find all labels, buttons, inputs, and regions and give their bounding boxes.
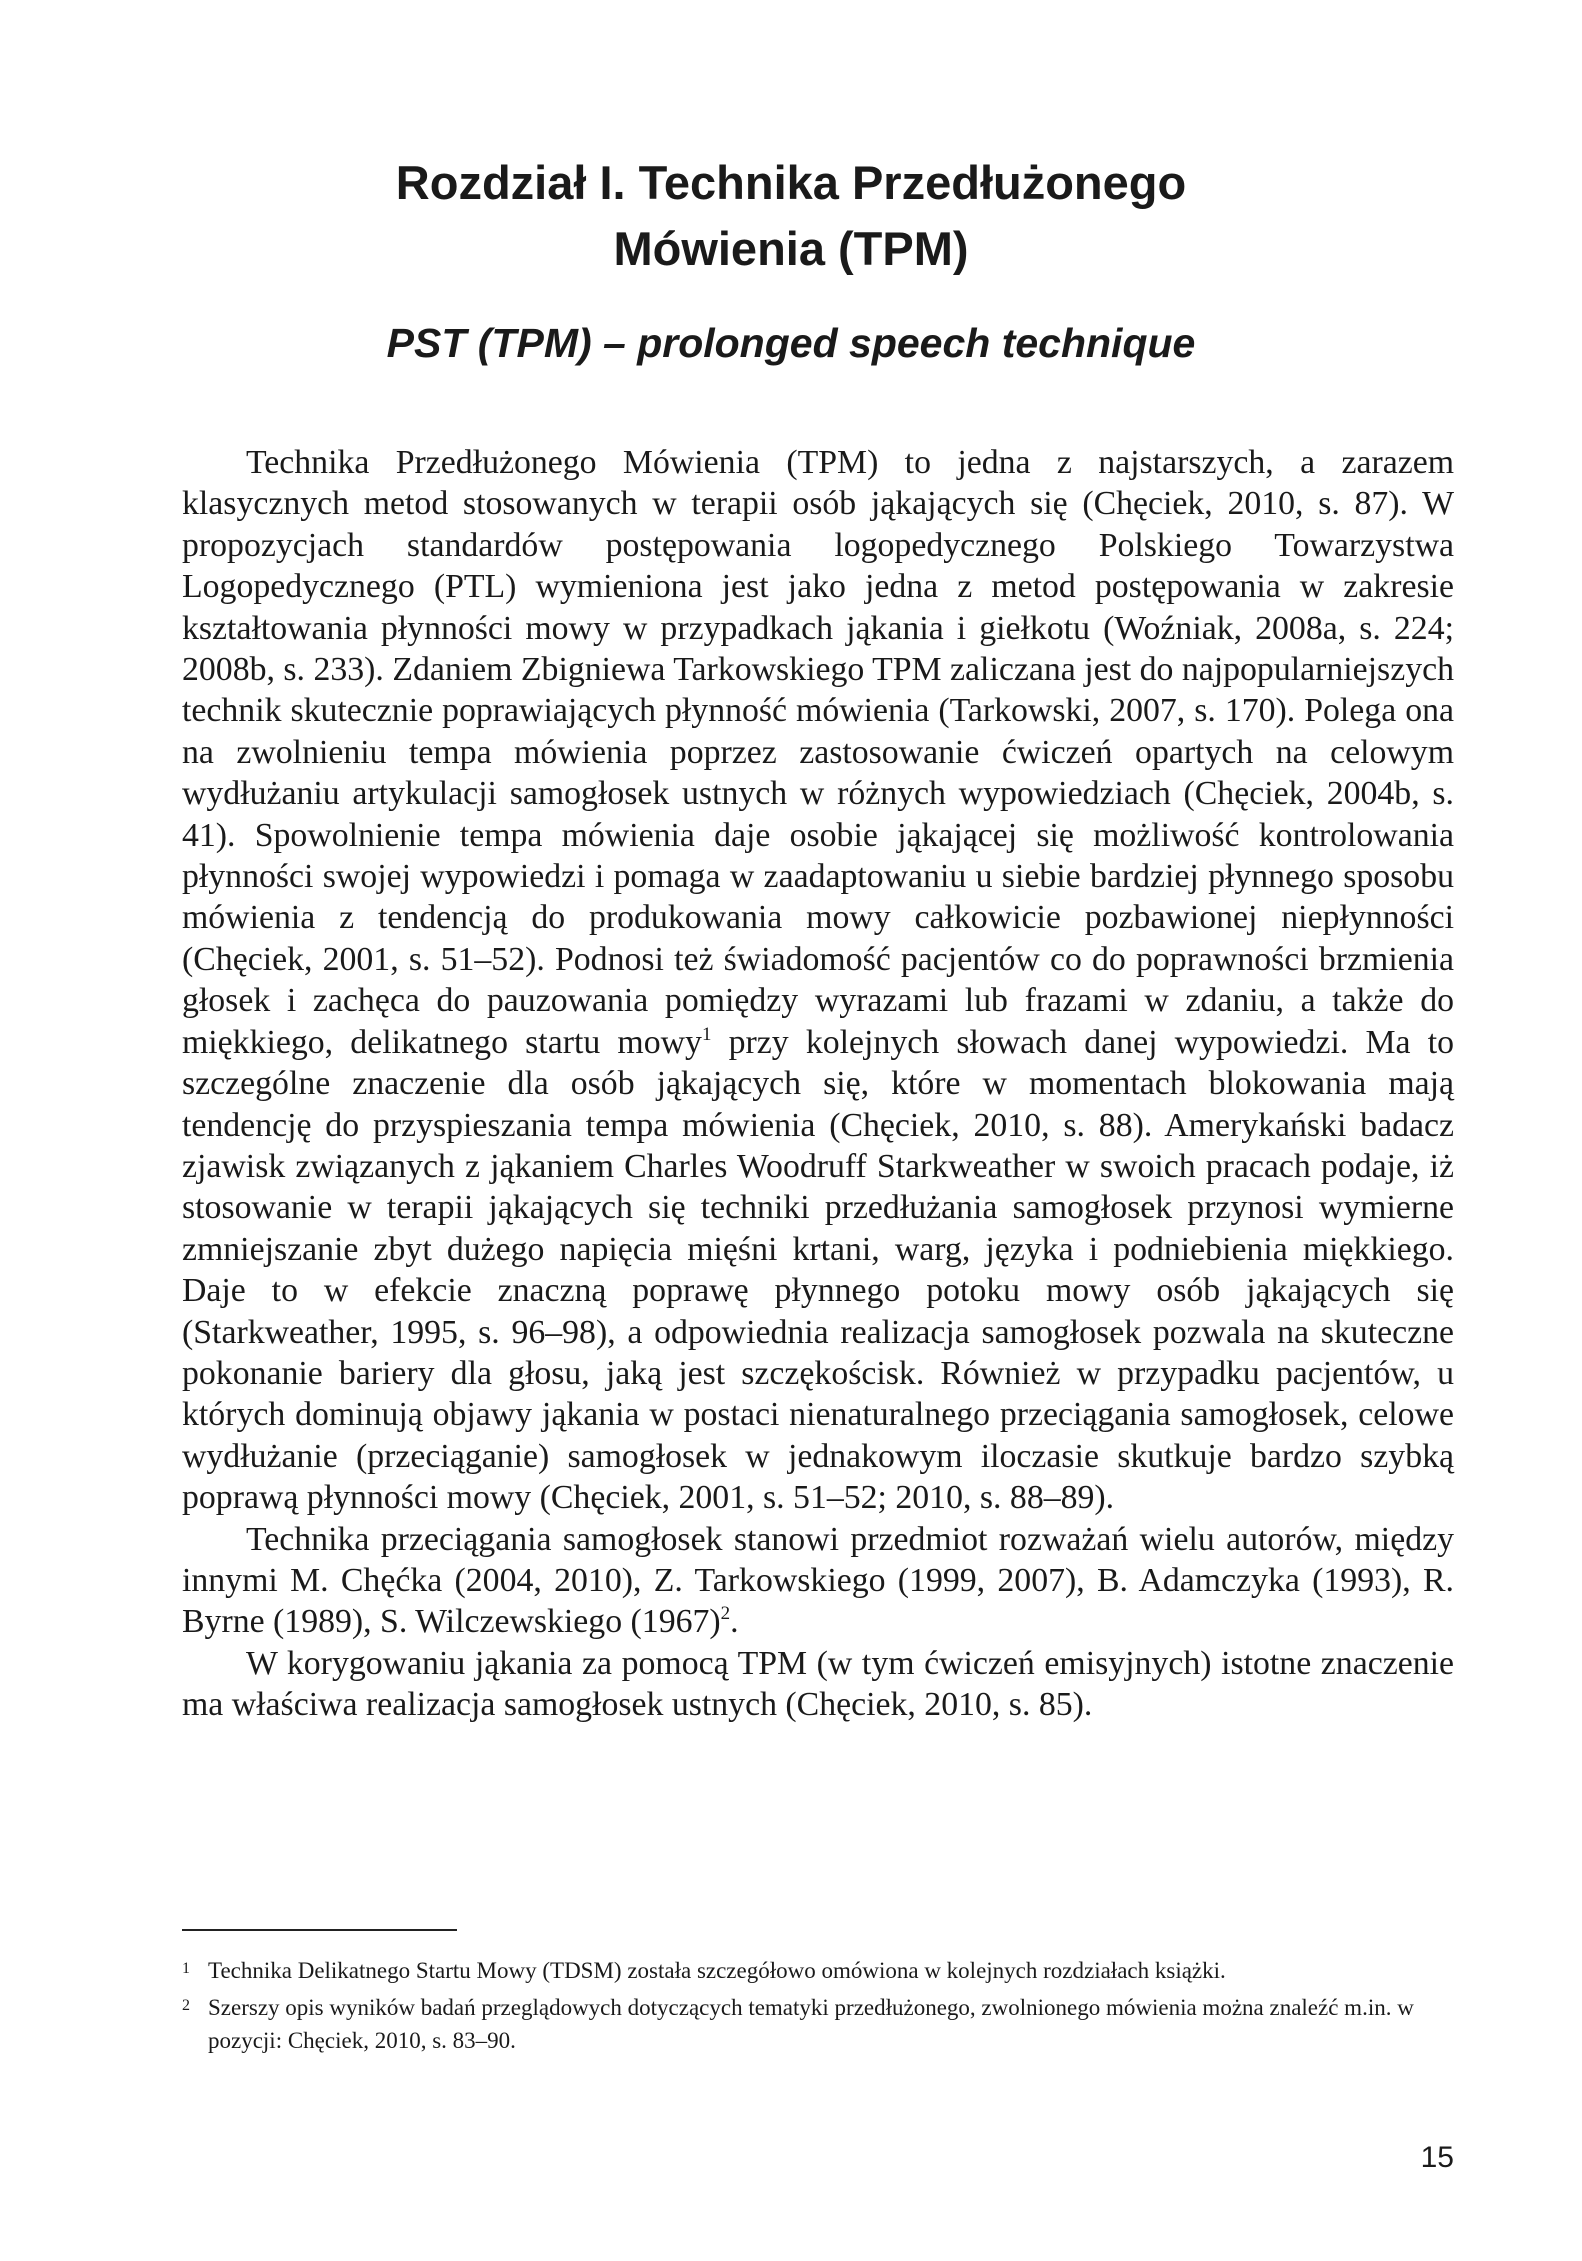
paragraph-1-text-b: przy kolejnych słowach danej wypowiedzi. Ma to szczególne znaczenie dla osób jąkających się, które w momentach blokowania mają tendencję do przyspieszania tempa mówienia (Chęciek, 2010, s. 88). Amerykański badacz zjawisk związanych z jąkaniem Charles Woodruff Starkweather w swoich pracach podaje, iż stosowanie w terapii jąkających się techniki przedłużania samogłosek przynosi wymierne zmniejszanie zbyt dużego napięcia mięśni krtani, warg, języka i podniebienia miękkiego. Daje to w efekcie znaczną poprawę płynnego potoku mowy osób jąkających się (Starkweather, 1995, s. 96–98), a odpowiednia realizacja samogłosek pozwala na skuteczne pokonanie bariery dla głosu, jaką jest szczękościsk. Również w przypadku pacjentów, u których dominują objawy jąkania w postaci nienaturalnego przeciągania samogłosek, celowe wydłużanie (przeciąganie) samogłosek w jednakowym iloczasie skutkuje bardzo szybką poprawą płynności mowy (Chęciek, 2001, s. 51–52; 2010, s. 88–89).	[182, 1023, 1455, 1517]
chapter-subtitle: PST (TPM) – prolonged speech technique	[386, 320, 1196, 366]
footnote-2-text: Szerszy opis wyników badań przeglądowych dotyczących tematyki przedłużonego, zwolnionego mówienia można znaleźć m.in. w pozycji: Chęciek, 2010, s. 83–90.	[208, 1995, 1414, 2053]
page-number: 15	[1420, 2141, 1454, 2174]
footnotes	[182, 1954, 1454, 2061]
body-text	[182, 442, 1454, 1726]
paragraph-2-text-a: Technika przeciągania samogłosek stanowi przedmiot rozważań wielu autorów, między innymi M. Chęćka (2004, 2010), Z. Tarkowskiego (1999, 2007), B. Adamczyka (1993), R. Byrne (1989), S. Wilczewskiego (1967)	[182, 1520, 1454, 1641]
footnote-1	[182, 1954, 1454, 1987]
paragraph-3: W korygowaniu jąkania za pomocą TPM (w tym ćwiczeń emisyjnych) istotne znaczenie ma właściwa realizacja samogłosek ustnych (Chęciek, 2010, s. 85).	[182, 1644, 1454, 1724]
footnote-2-number: 2	[182, 1997, 190, 2014]
chapter-title-line-2: Mówienia (TPM)	[613, 222, 969, 275]
footnote-separator	[182, 1929, 457, 1931]
footnote-ref-1[interactable]: 1	[701, 1023, 712, 1045]
paragraph-2	[182, 1519, 1454, 1643]
chapter-heading	[0, 150, 1582, 370]
paragraph-1	[182, 442, 1454, 1519]
footnote-1-text: Technika Delikatnego Startu Mowy (TDSM) została szczegółowo omówiona w kolejnych rozdziałach książki.	[208, 1958, 1226, 1983]
paragraph-1-text-a: Technika Przedłużonego Mówienia (TPM) to jedna z najstarszych, a zarazem klasycznych metod stosowanych w terapii osób jąkających się (Chęciek, 2010, s. 87). W propozycjach standardów postępowania logopedycznego Polskiego Towarzystwa Logopedycznego (PTL) wymieniona jest jako jedna z metod postępowania w zakresie kształtowania płynności mowy w przypadkach jąkania i giełkotu (Woźniak, 2008a, s. 224; 2008b, s. 233). Zdaniem Zbigniewa Tarkowskiego TPM zaliczana jest do najpopularniejszych technik skutecznie poprawiających płynność mówienia (Tarkowski, 2007, s. 170). Polega ona na zwolnieniu tempa mówienia poprzez zastosowanie ćwiczeń opartych na celowym wydłużaniu artykulacji samogłosek ustnych w różnych wypowiedziach (Chęciek, 2004b, s. 41). Spowolnienie tempa mówienia daje osobie jąkającej się możliwość kontrolowania płynności swojej wypowiedzi i pomaga w zaadaptowaniu u siebie bardziej płynnego sposobu mówienia z tendencją do produkowania mowy całkowicie pozbawionej niepłynności (Chęciek, 2001, s. 51–52). Podnosi też świadomość pacjentów co do poprawności brzmienia głosek i zachęca do pauzowania pomiędzy wyrazami lub frazami w zdaniu, a także do miękkiego, delikatnego startu mowy	[182, 444, 1454, 1061]
footnote-ref-2[interactable]: 2	[720, 1603, 731, 1625]
chapter-title-line-1: Rozdział I. Technika Przedłużonego	[395, 156, 1187, 209]
paragraph-2-text-b: .	[730, 1603, 739, 1641]
chapter-title	[0, 150, 1582, 282]
footnote-1-number: 1	[182, 1960, 190, 1977]
footnote-2	[182, 1991, 1454, 2057]
